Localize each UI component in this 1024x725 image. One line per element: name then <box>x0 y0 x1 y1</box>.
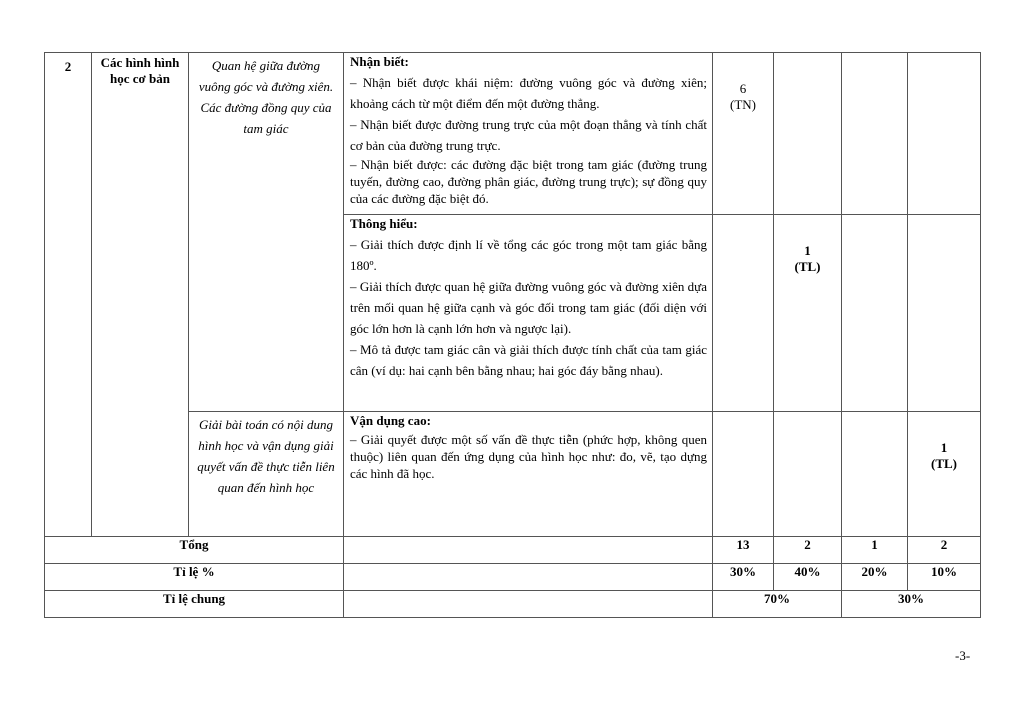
count-cell-th <box>774 215 842 412</box>
requirement-item: – Giải quyết được một số vấn đề thực tiễn (phức hợp, không quen thuộc) liên quan đến ứng dụng của hình học như: đo, vẽ, tạo dựng các hình đã học. <box>350 432 707 481</box>
count-type: (TL) <box>931 456 957 471</box>
count-cell-nb <box>713 412 774 537</box>
requirement-cell <box>344 412 713 537</box>
ratio-vdc: 10% <box>908 564 981 591</box>
page-number: -3- <box>955 648 971 663</box>
level-heading: Vận dụng cao: <box>350 413 431 428</box>
count-cell-vdc <box>908 215 981 412</box>
common-ratio-label: Tỉ lệ chung <box>45 591 344 618</box>
requirement-item: – Giải thích được định lí về tổng các góc trong một tam giác bằng 180º. <box>350 237 707 273</box>
count-cell-nb <box>713 215 774 412</box>
empty-cell <box>344 564 713 591</box>
common-ratio-right: 30% <box>842 591 981 618</box>
requirement-item: – Nhận biết được đường trung trực của một đoạn thẳng và tính chất cơ bản của đường trung trực. <box>350 117 707 153</box>
empty-cell <box>344 537 713 564</box>
common-ratio-left: 70% <box>713 591 842 618</box>
common-ratio-row <box>45 591 981 618</box>
count-cell-vdc <box>908 412 981 537</box>
requirement-item: – Giải thích được quan hệ giữa đường vuông góc và đường xiên dựa trên mối quan hệ giữa cạnh và góc đối trong tam giác (đối diện với góc lớn hơn là cạnh lớn hơn và ngược lại). <box>350 279 707 336</box>
count-cell-vdc <box>908 53 981 215</box>
count-cell-vd <box>842 53 908 215</box>
level-heading: Thông hiểu: <box>350 216 418 231</box>
level-heading: Nhận biết: <box>350 54 409 69</box>
total-vd: 1 <box>842 537 908 564</box>
unit-name-cell: Quan hệ giữa đường vuông góc và đường xiên. Các đường đồng quy của tam giác <box>189 53 344 412</box>
count-value: 1 <box>940 440 948 455</box>
total-label: Tổng <box>45 537 344 564</box>
empty-cell <box>344 591 713 618</box>
row-number: 2 <box>45 53 92 537</box>
count-cell-th <box>774 412 842 537</box>
table-row <box>45 53 981 215</box>
ratio-th: 40% <box>774 564 842 591</box>
total-vdc: 2 <box>908 537 981 564</box>
count-type: (TN) <box>730 97 756 112</box>
total-nb: 13 <box>713 537 774 564</box>
count-value: 1 <box>804 243 811 258</box>
requirement-item: – Nhận biết được: các đường đặc biệt trong tam giác (đường trung tuyến, đường cao, đường phân giác, đường trung trực); sự đồng quy của các đường đặc biệt đó. <box>350 157 707 206</box>
requirement-item: – Nhận biết được khái niệm: đường vuông góc và đường xiên; khoảng cách từ một điểm đến một đường thẳng. <box>350 75 707 111</box>
requirement-cell <box>344 53 713 215</box>
requirement-item: – Mô tả được tam giác cân và giải thích được tính chất của tam giác cân (ví dụ: hai cạnh bên bằng nhau; hai góc đáy bằng nhau). <box>350 342 707 378</box>
count-cell-vd <box>842 215 908 412</box>
count-cell-vd <box>842 412 908 537</box>
assessment-matrix-table <box>44 52 981 618</box>
ratio-label: Tỉ lệ % <box>45 564 344 591</box>
topic-cell: Các hình hình học cơ bản <box>92 53 189 537</box>
count-type: (TL) <box>794 259 821 274</box>
count-cell-nb <box>713 53 774 215</box>
count-value: 6 <box>739 81 747 96</box>
unit-name-cell: Giải bài toán có nội dung hình học và vận dụng giải quyết vấn đề thực tiễn liên quan đến hình học <box>189 412 344 537</box>
total-th: 2 <box>774 537 842 564</box>
ratio-row <box>45 564 981 591</box>
ratio-vd: 20% <box>842 564 908 591</box>
ratio-nb: 30% <box>713 564 774 591</box>
total-row <box>45 537 981 564</box>
count-cell-th <box>774 53 842 215</box>
requirement-cell <box>344 215 713 412</box>
